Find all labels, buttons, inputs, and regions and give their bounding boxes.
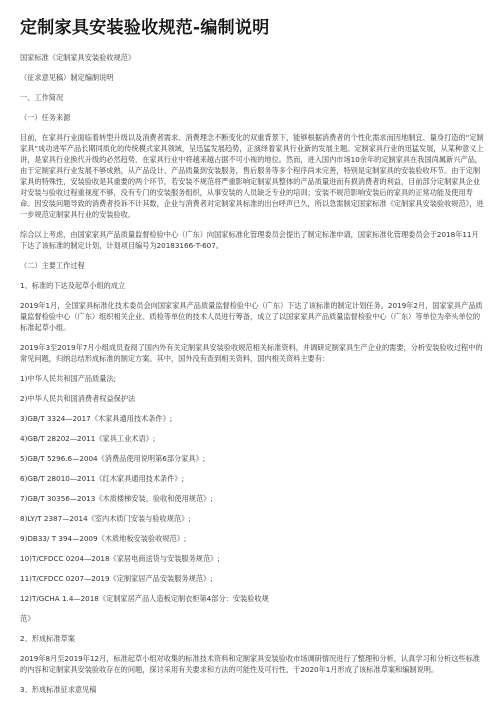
paragraph-task-assignment: 2019年1月，全国家具标准化技术委员会向国家家具产品质量监督检验中心（广东）下达了该标准的制定计划任务。2019年2月，国家家具产品质量监督检验中心（广东）组织相关企业、质检等单位的技术人员进行筹备，成立了以国家家具产品质量监督检验中心（广东）等单位为牵头单位的标准起草小组。 — [20, 301, 483, 332]
reference-item: 8)LY/T 2387—2014《室内木质门安装与验收规范》; — [20, 514, 191, 523]
paragraph-draft-formation: 2019年8月至2019年12月，标准起草小组对收集的标准技术资料和定制家具安装验收市场调研情况进行了整理和分析，认真学习和分析这些标准的内容和定制家具安装验收存在的问题，探讨采用有关要求和方法的可能性及可行性，于2020年1月形成了该标准草案和编制说明。 — [20, 654, 480, 674]
paragraph-standard-name: 国家标准《定制家具安装验收规范》 — [20, 53, 136, 62]
subsection-heading-task-source: （一）任务来源 — [20, 113, 71, 122]
reference-item: 7)GB/T 30356—2013《木质楼梯安装、验收和使用规范》; — [20, 494, 213, 503]
page-title: 定制家具安装验收规范-编制说明 — [20, 18, 270, 38]
reference-item: 1)中华人民共和国产品质量法; — [20, 374, 117, 383]
reference-item: 10)T/CFDCC 0204—2018《家居电商送货与安装服务规范》; — [20, 554, 220, 563]
reference-item: 12)T/GCHA 1.4—2018《定制家居产品人造板定制衣柜第4部分：安装验收规 — [20, 594, 269, 603]
reference-item: 2)中华人民共和国消费者权益保护法 — [20, 394, 136, 403]
reference-item: 11)T/CFDCC 0207—2019《定制家居产品安装服务规范》; — [20, 574, 213, 583]
reference-item-continued: 范》 — [20, 614, 35, 623]
subsection-heading-work-process: （二）主要工作过程 — [20, 261, 85, 270]
paragraph-background: 目前，在家具行业面临着转型升级以及消费者需求、消费理念不断变化的双重背景下，能够根据消费者的个性化需求而因地制宜、量身打造的“定制家具”成功进军产品长期同质化的传统模式家具领域，呈迅猛发展趋势，正演绎着家具行业新的发展主题。定制家具行业的迅猛发展，从某种意义上讲，是家具行业换代升级的必然趋势，在家具行业中将越来越占据不可小视的地位。然而，进入国内市场10余年的定制家具在我国尚属新兴产品，由于定制家具行业发展不够成熟，从产品设计、产品质量到安装服务，售后服务等多个程序尚未完善，特别是定制家具的安装验收环节。由于定制家具的特殊性，安装验收是其重要的两个环节，若安装不规范将严重影响定制家具整体的产品质量进而有损消费者的利益，目前部分定制家具企业对安装与验收过程重视度不够，没有专门的安装服务组织，从事安装的人员缺乏专业的培训；安装不规范影响安装后的家具的正常功能及使用寿命。因安装问题导致的消费者投诉不计其数，企业与消费者对定制家具标准的出台呼声已久，所以急需制定国家标准《定制家具安装验收规范》，进一步规范定制家具行业的安装验收。 — [20, 133, 484, 219]
paragraph-draft-note: （征求意见稿）制定编制说明 — [20, 73, 114, 82]
item-heading-draft: 2、形成标准草案 — [20, 634, 75, 643]
reference-item: 3)GB/T 3324—2017《木家具通用技术条件》; — [20, 414, 173, 423]
paragraph-research: 2019年3至2019年7月小组成员查阅了国内外有关定制家具安装验收规范相关标准资料，并调研定制家具生产企业的需要，分析安装验收过程中的常见问题，归纳总结形成标准的制定方案。其中，国外没有查到相关资料，国内相关资料主要有： — [20, 343, 483, 363]
item-heading-consultation-draft: 3、形成标准征求意见稿 — [20, 685, 97, 694]
reference-item: 9)DB33/ T 394—2009《木质地板安装验收规范》; — [20, 534, 187, 543]
section-heading-work-overview: 一、工作简况 — [20, 93, 64, 102]
reference-item: 6)GB/T 28010—2011《红木家具通用技术条件》; — [20, 474, 184, 483]
item-heading-team-setup: 1、标准的下达及起草小组的成立 — [20, 281, 126, 290]
reference-item: 4)GB/T 28202—2011《家具工业术语》; — [20, 434, 156, 443]
reference-item: 5)GB/T 5296.6—2004《消费品使用说明第6部分家具》; — [20, 454, 206, 463]
paragraph-application: 综合以上考虑，由国家家具产品质量监督检验中心（广东）向国家标准化管理委员会提出了制定标准申请，国家标准化管理委员会于2018年11月下达了该标准的制定计划，计划项目编号为20183166-T-607。 — [20, 230, 479, 250]
